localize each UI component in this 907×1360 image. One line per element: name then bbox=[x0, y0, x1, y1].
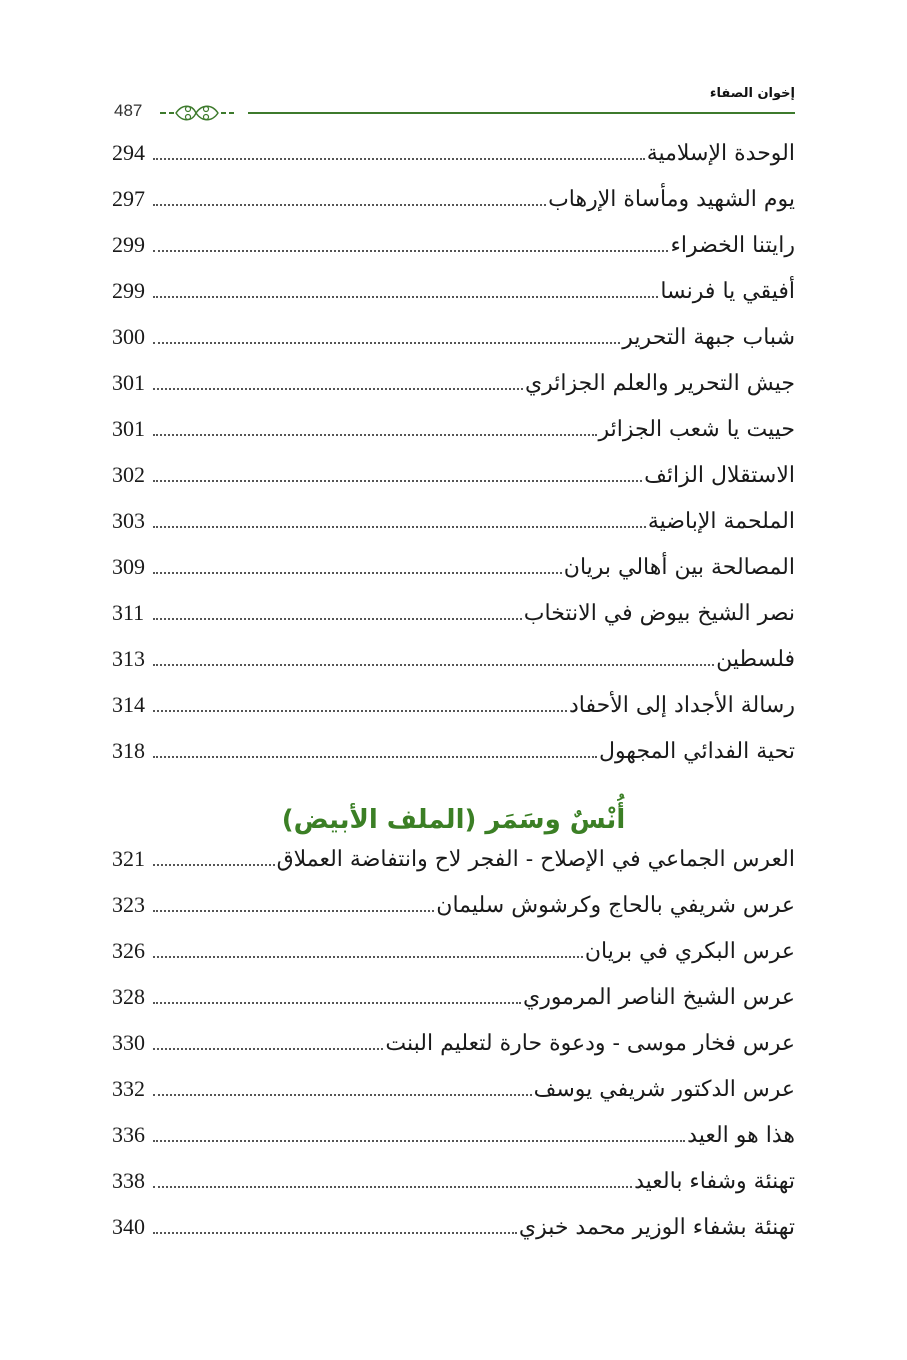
dot-leader bbox=[153, 480, 642, 482]
toc-list-part1 bbox=[112, 140, 795, 784]
toc-entry-page: 309 bbox=[112, 554, 145, 579]
toc-list-part2 bbox=[112, 846, 795, 1260]
dot-leader bbox=[153, 1140, 685, 1142]
toc-entry-page: 314 bbox=[112, 692, 145, 717]
toc-entry bbox=[112, 232, 795, 278]
toc-entry-title: هذا هو العيد bbox=[687, 1123, 795, 1148]
dot-leader bbox=[153, 910, 434, 912]
toc-entry-page: 328 bbox=[112, 984, 145, 1009]
dot-leader bbox=[153, 1002, 521, 1004]
toc-entry-title: جيش التحرير والعلم الجزائري bbox=[524, 371, 795, 396]
dot-leader bbox=[153, 434, 597, 436]
toc-entry-title: المصالحة بين أهالي بريان bbox=[563, 555, 795, 580]
dot-leader bbox=[153, 710, 567, 712]
toc-entry-page: 338 bbox=[112, 1168, 145, 1193]
toc-entry-title: يوم الشهيد ومأساة الإرهاب bbox=[548, 187, 795, 212]
toc-entry bbox=[112, 416, 795, 462]
toc-entry-page: 301 bbox=[112, 370, 145, 395]
toc-entry-title: تهنئة وشفاء بالعيد bbox=[634, 1169, 795, 1194]
toc-entry bbox=[112, 1076, 795, 1122]
toc-entry bbox=[112, 324, 795, 370]
toc-entry bbox=[112, 646, 795, 692]
toc-entry-title: أفيقي يا فرنسا bbox=[660, 279, 795, 304]
toc-entry-page: 330 bbox=[112, 1030, 145, 1055]
toc-entry bbox=[112, 140, 795, 186]
toc-entry bbox=[112, 1214, 795, 1260]
toc-entry-title: عرس شريفي بالحاج وكرشوش سليمان bbox=[436, 893, 795, 918]
toc-entry bbox=[112, 1122, 795, 1168]
toc-entry-title: عرس فخار موسى - ودعوة حارة لتعليم البنت bbox=[385, 1031, 795, 1056]
dot-leader bbox=[153, 1232, 517, 1234]
dot-leader bbox=[153, 250, 668, 252]
toc-entry-title: العرس الجماعي في الإصلاح - الفجر لاح وانتفاضة العملاق bbox=[276, 847, 795, 872]
toc-entry-page: 321 bbox=[112, 846, 145, 871]
toc-entry bbox=[112, 846, 795, 892]
toc-entry-title: الاستقلال الزائف bbox=[644, 463, 795, 488]
toc-entry bbox=[112, 186, 795, 232]
dot-leader bbox=[153, 1094, 532, 1096]
toc-entry bbox=[112, 692, 795, 738]
toc-entry-title: رايتنا الخضراء bbox=[670, 233, 795, 258]
dot-leader bbox=[153, 342, 620, 344]
toc-entry bbox=[112, 462, 795, 508]
section-heading: أُنْسٌ وسَمَر (الملف الأبيض) bbox=[281, 805, 626, 835]
toc-entry-page: 332 bbox=[112, 1076, 145, 1101]
toc-entry-page: 303 bbox=[112, 508, 145, 533]
toc-entry-page: 340 bbox=[112, 1214, 145, 1239]
toc-entry-page: 323 bbox=[112, 892, 145, 917]
toc-entry-page: 299 bbox=[112, 232, 145, 257]
running-title: إخوان الصفاء bbox=[709, 86, 795, 101]
toc-entry-page: 297 bbox=[112, 186, 145, 211]
toc-entry bbox=[112, 892, 795, 938]
toc-entry-title: نصر الشيخ بيوض في الانتخاب bbox=[523, 601, 795, 626]
dot-leader bbox=[153, 956, 583, 958]
toc-entry-title: عرس الشيخ الناصر المرموري bbox=[522, 985, 795, 1010]
toc-entry-page: 313 bbox=[112, 646, 145, 671]
toc-entry-page: 318 bbox=[112, 738, 145, 763]
dot-leader bbox=[153, 296, 658, 298]
page-header bbox=[112, 82, 795, 126]
dot-leader bbox=[153, 756, 597, 758]
toc-entry-title: الوحدة الإسلامية bbox=[646, 141, 795, 166]
ornament-icon bbox=[158, 100, 248, 126]
header-rule bbox=[248, 112, 795, 114]
toc-entry bbox=[112, 984, 795, 1030]
dot-leader bbox=[153, 618, 522, 620]
toc-entry bbox=[112, 600, 795, 646]
dot-leader bbox=[153, 388, 523, 390]
dot-leader bbox=[153, 204, 546, 206]
toc-entry-page: 301 bbox=[112, 416, 145, 441]
dot-leader bbox=[153, 526, 646, 528]
dot-leader bbox=[153, 864, 275, 866]
toc-entry-page: 326 bbox=[112, 938, 145, 963]
toc-entry-title: فلسطين bbox=[716, 647, 795, 672]
toc-entry-page: 302 bbox=[112, 462, 145, 487]
toc-entry bbox=[112, 508, 795, 554]
page-number: 487 bbox=[114, 101, 143, 120]
toc-entry bbox=[112, 1030, 795, 1076]
toc-entry-page: 299 bbox=[112, 278, 145, 303]
toc-entry bbox=[112, 1168, 795, 1214]
toc-entry-title: تهنئة بشفاء الوزير محمد خبزي bbox=[518, 1215, 795, 1240]
toc-entry-title: تحية الفدائي المجهول bbox=[598, 739, 795, 764]
toc-entry-page: 336 bbox=[112, 1122, 145, 1147]
toc-entry bbox=[112, 278, 795, 324]
toc-entry-title: عرس الدكتور شريفي يوسف bbox=[533, 1077, 795, 1102]
toc-entry-page: 311 bbox=[112, 600, 145, 625]
toc-entry bbox=[112, 738, 795, 784]
toc-entry-page: 294 bbox=[112, 140, 145, 165]
toc-entry-title: رسالة الأجداد إلى الأحفاد bbox=[569, 693, 795, 718]
toc-entry-title: الملحمة الإباضية bbox=[647, 509, 795, 534]
toc-entry bbox=[112, 938, 795, 984]
dot-leader bbox=[153, 1048, 383, 1050]
dot-leader bbox=[153, 572, 562, 574]
dot-leader bbox=[153, 1186, 632, 1188]
toc-entry bbox=[112, 554, 795, 600]
dot-leader bbox=[153, 158, 645, 160]
toc-entry-page: 300 bbox=[112, 324, 145, 349]
toc-entry-title: شباب جبهة التحرير bbox=[622, 325, 795, 350]
dot-leader bbox=[153, 664, 714, 666]
toc-entry-title: عرس البكري في بريان bbox=[584, 939, 795, 964]
toc-entry-title: حييت يا شعب الجزائر bbox=[598, 417, 795, 442]
toc-entry bbox=[112, 370, 795, 416]
